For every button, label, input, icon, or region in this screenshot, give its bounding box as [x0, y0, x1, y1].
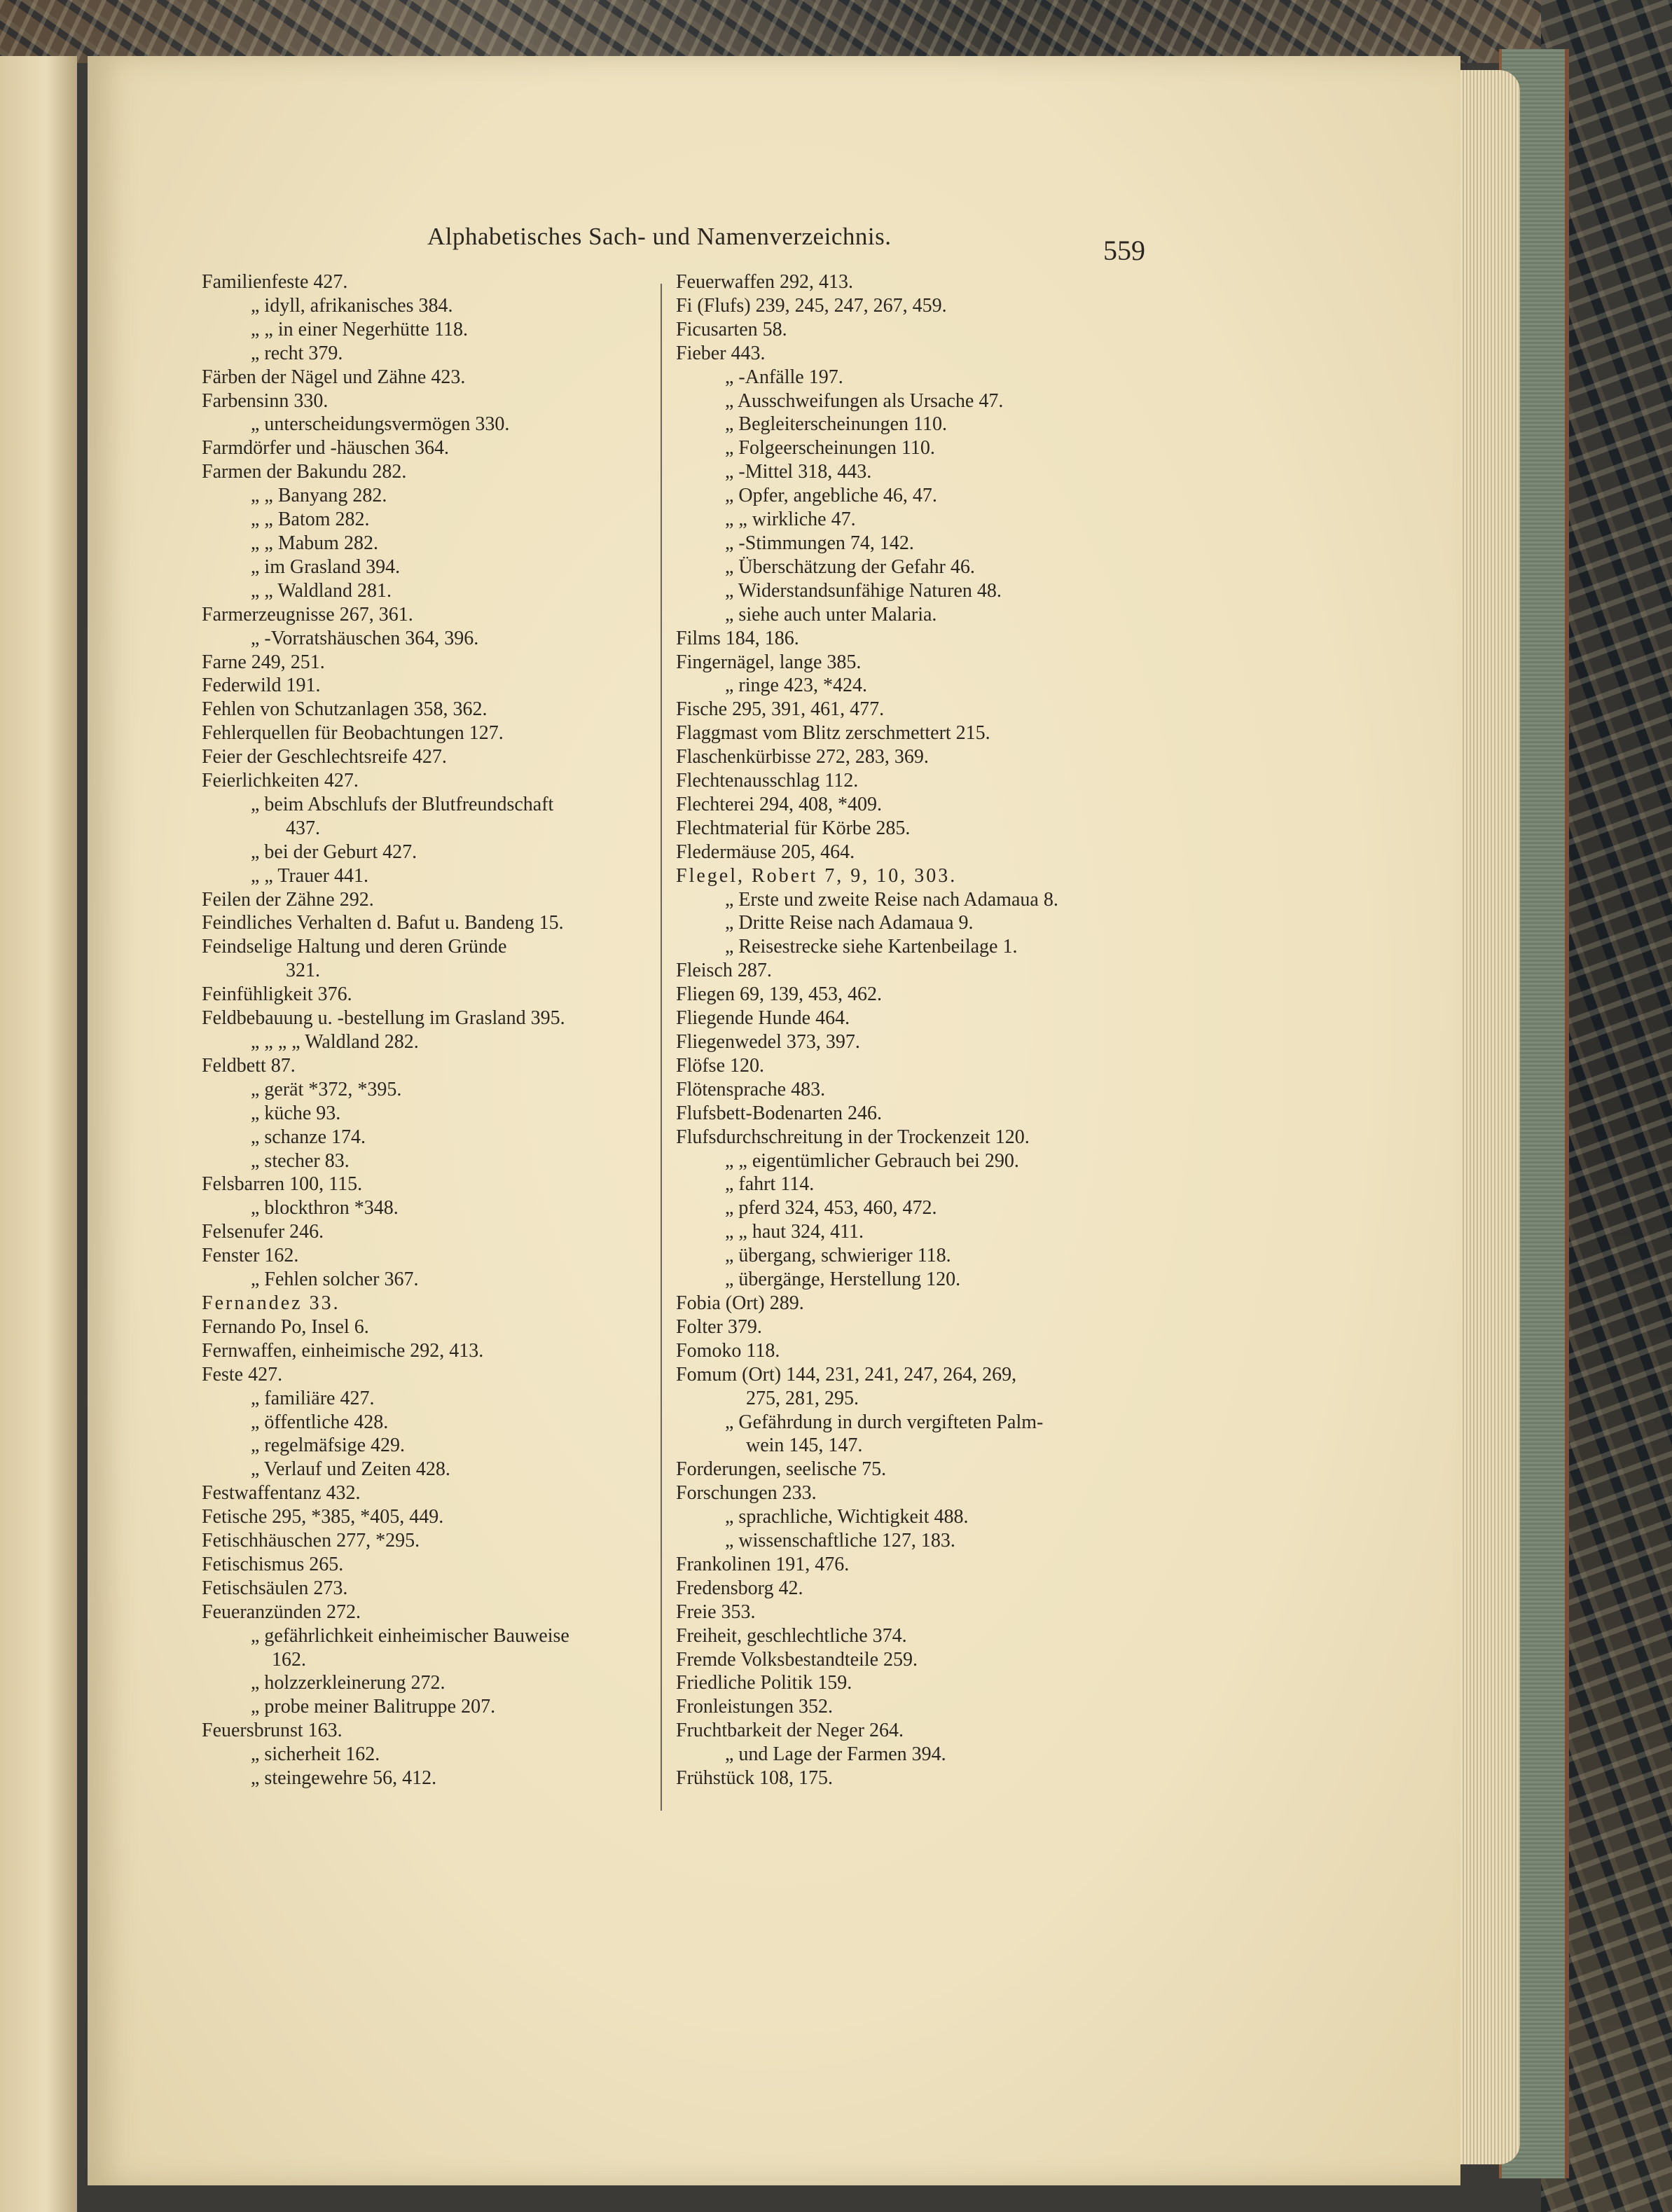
- index-entry: Fingernägel, lange 385.: [676, 651, 862, 673]
- index-entry: „ Gefährdung in durch vergifteten Palm-: [725, 1411, 1044, 1433]
- index-entry: „ „ Banyang 282.: [251, 485, 387, 507]
- index-entry: „ siehe auch unter Malaria.: [725, 603, 937, 625]
- index-entry: „ „ haut 324, 411.: [725, 1221, 864, 1243]
- index-entry: Fenster 162.: [202, 1245, 299, 1267]
- index-entry: 321.: [286, 960, 320, 982]
- index-entry: Flufsdurchschreitung in der Trockenzeit 120.: [676, 1126, 1030, 1148]
- index-entry: Felsbarren 100, 115.: [202, 1173, 363, 1196]
- index-entry: Fernando Po, Insel 6.: [202, 1315, 369, 1338]
- index-entry: „ pferd 324, 453, 460, 472.: [725, 1197, 937, 1219]
- index-entry: Fronleistungen 352.: [676, 1696, 833, 1718]
- index-entry: „ „ Waldland 281.: [251, 579, 392, 602]
- index-entry: Fredensborg 42.: [676, 1577, 803, 1599]
- index-entry: „ „ Batom 282.: [251, 509, 370, 531]
- index-entry: Frühstück 108, 175.: [676, 1767, 833, 1790]
- index-entry: Festwaffentanz 432.: [202, 1482, 361, 1505]
- index-entry: Ficusarten 58.: [676, 318, 787, 340]
- index-entry: „ stecher 83.: [251, 1149, 350, 1172]
- index-entry: Forderungen, seelische 75.: [676, 1458, 887, 1481]
- index-entry: „ „ „ „ Waldland 282.: [251, 1031, 419, 1053]
- index-entry: Fruchtbarkeit der Neger 264.: [676, 1720, 904, 1742]
- index-entry: „ steingewehre 56, 412.: [251, 1767, 437, 1790]
- index-entry: Feueranzünden 272.: [202, 1601, 361, 1623]
- index-entry: Flechterei 294, 408, *409.: [676, 793, 882, 815]
- index-entry: Freie 353.: [676, 1601, 756, 1623]
- index-entry: 162.: [272, 1648, 306, 1671]
- index-entry: Färben der Nägel und Zähne 423.: [202, 366, 466, 388]
- index-entry: „ holzzerkleinerung 272.: [251, 1672, 445, 1694]
- index-entry: Fetischsäulen 273.: [202, 1577, 348, 1599]
- index-entry: Fledermäuse 205, 464.: [676, 841, 855, 863]
- index-entry: wein 145, 147.: [746, 1435, 863, 1457]
- index-entry: „ wissenschaftliche 127, 183.: [725, 1530, 955, 1552]
- index-entry: „ Begleiterscheinungen 110.: [725, 413, 947, 436]
- index-entry: „ im Grasland 394.: [251, 555, 401, 578]
- index-entry: „ „ wirkliche 47.: [725, 509, 856, 531]
- index-column-right: [676, 270, 1152, 1790]
- index-entry: „ familiäre 427.: [251, 1387, 375, 1409]
- index-entry: 437.: [286, 817, 320, 839]
- index-entry: Fliegenwedel 373, 397.: [676, 1031, 860, 1053]
- index-entry: „ Erste und zweite Reise nach Adamaua 8.: [725, 888, 1058, 911]
- index-entry: Fleisch 287.: [676, 960, 772, 982]
- index-entry: Fi (Flufs) 239, 245, 247, 267, 459.: [676, 294, 947, 317]
- index-entry: Farmdörfer und -häuschen 364.: [202, 437, 450, 459]
- index-entry: Flegel, Robert 7, 9, 10, 303.: [676, 864, 958, 887]
- index-entry: Frankolinen 191, 476.: [676, 1553, 850, 1575]
- index-entry: Farbensinn 330.: [202, 389, 329, 412]
- index-entry: Fernwaffen, einheimische 292, 413.: [202, 1339, 484, 1362]
- index-entry: Fobia (Ort) 289.: [676, 1292, 804, 1314]
- index-entry: Farmerzeugnisse 267, 361.: [202, 603, 413, 625]
- index-entry: „ blockthron *348.: [251, 1197, 399, 1219]
- index-entry: Fomum (Ort) 144, 231, 241, 247, 264, 269,: [676, 1363, 1017, 1385]
- index-entry: „ -Anfälle 197.: [725, 366, 843, 388]
- marbled-cover-top: [0, 0, 1672, 63]
- index-entry: Farmen der Bakundu 282.: [202, 461, 407, 483]
- index-entry: Fetische 295, *385, *405, 449.: [202, 1506, 444, 1528]
- index-entry: Federwild 191.: [202, 675, 321, 697]
- index-entry: Fische 295, 391, 461, 477.: [676, 698, 885, 721]
- index-entry: „ „ Trauer 441.: [251, 864, 368, 887]
- index-entry: „ Fehlen solcher 367.: [251, 1269, 419, 1291]
- index-entry: „ Ausschweifungen als Ursache 47.: [725, 389, 1004, 412]
- index-entry: „ sprachliche, Wichtigkeit 488.: [725, 1506, 969, 1528]
- index-entry: Flötensprache 483.: [676, 1078, 826, 1100]
- index-entry: „ gerät *372, *395.: [251, 1078, 402, 1100]
- index-entry: Fehlerquellen für Beobachtungen 127.: [202, 722, 504, 745]
- index-entry: Felsenufer 246.: [202, 1221, 324, 1243]
- index-entry: „ „ Mabum 282.: [251, 532, 378, 554]
- index-entry: Films 184, 186.: [676, 627, 799, 649]
- index-entry: „ regelmäfsige 429.: [251, 1435, 406, 1457]
- index-entry: Feuerwaffen 292, 413.: [676, 271, 853, 293]
- index-entry: „ sicherheit 162.: [251, 1743, 380, 1766]
- index-entry: Fremde Volksbestandteile 259.: [676, 1648, 918, 1671]
- index-entry: Freiheit, geschlechtliche 374.: [676, 1624, 907, 1647]
- index-entry: Feinfühligkeit 376.: [202, 983, 352, 1006]
- index-entry: „ Überschätzung der Gefahr 46.: [725, 555, 975, 578]
- index-entry: Fehlen von Schutzanlagen 358, 362.: [202, 698, 488, 721]
- column-divider: [661, 284, 662, 1811]
- index-entry: „ küche 93.: [251, 1102, 341, 1124]
- index-entry: „ idyll, afrikanisches 384.: [251, 294, 453, 317]
- index-entry: Friedliche Politik 159.: [676, 1672, 852, 1694]
- index-entry: „ probe meiner Balitruppe 207.: [251, 1696, 496, 1718]
- index-entry: Feste 427.: [202, 1363, 283, 1385]
- index-entry: Folter 379.: [676, 1315, 762, 1338]
- facing-page-edge: [0, 56, 77, 2212]
- index-entry: Fieber 443.: [676, 342, 766, 364]
- index-entry: „ „ eigentümlicher Gebrauch bei 290.: [725, 1149, 1019, 1172]
- index-entry: Flufsbett-Bodenarten 246.: [676, 1102, 882, 1124]
- index-entry: Feilen der Zähne 292.: [202, 888, 374, 911]
- index-entry: „ „ in einer Negerhütte 118.: [251, 318, 468, 340]
- index-entry: Fernandez 33.: [202, 1292, 340, 1314]
- index-entry: Fetischismus 265.: [202, 1553, 344, 1575]
- index-entry: Flechtenausschlag 112.: [676, 770, 859, 792]
- index-entry: „ gefährlichkeit einheimischer Bauweise: [251, 1624, 569, 1647]
- index-entry: „ -Vorratshäuschen 364, 396.: [251, 627, 479, 649]
- index-entry: Flöfse 120.: [676, 1054, 764, 1077]
- index-entry: Fetischhäuschen 277, *295.: [202, 1530, 420, 1552]
- index-entry: „ Folgeerscheinungen 110.: [725, 437, 935, 459]
- index-column-left: [202, 270, 657, 1790]
- index-entry: Feldbett 87.: [202, 1054, 296, 1077]
- index-entry: „ fahrt 114.: [725, 1173, 815, 1196]
- index-entry: „ und Lage der Farmen 394.: [725, 1743, 946, 1766]
- index-entry: Farne 249, 251.: [202, 651, 325, 673]
- index-entry: Feierlichkeiten 427.: [202, 770, 359, 792]
- index-entry: „ bei der Geburt 427.: [251, 841, 417, 863]
- page-number: 559: [1103, 235, 1145, 266]
- index-entry: Feuersbrunst 163.: [202, 1720, 343, 1742]
- index-entry: „ beim Abschlufs der Blutfreundschaft: [251, 793, 554, 815]
- index-entry: „ Opfer, angebliche 46, 47.: [725, 485, 937, 507]
- index-entry: „ öffentliche 428.: [251, 1411, 389, 1433]
- index-entry: Familienfeste 427.: [202, 271, 348, 293]
- index-entry: Fomoko 118.: [676, 1339, 780, 1362]
- index-entry: Flechtmaterial für Körbe 285.: [676, 817, 911, 839]
- index-entry: „ -Mittel 318, 443.: [725, 461, 872, 483]
- running-header: Alphabetisches Sach- und Namenverzeichnis.: [427, 223, 892, 250]
- index-entry: 275, 281, 295.: [746, 1387, 859, 1409]
- index-entry: „ übergänge, Herstellung 120.: [725, 1269, 961, 1291]
- index-entry: „ schanze 174.: [251, 1126, 366, 1148]
- index-entry: „ übergang, schwieriger 118.: [725, 1245, 951, 1267]
- index-entry: „ Dritte Reise nach Adamaua 9.: [725, 912, 974, 934]
- index-entry: „ -Stimmungen 74, 142.: [725, 532, 914, 554]
- index-entry: Forschungen 233.: [676, 1482, 817, 1505]
- index-entry: „ recht 379.: [251, 342, 343, 364]
- index-entry: Fliegende Hunde 464.: [676, 1007, 850, 1030]
- index-entry: Feier der Geschlechtsreife 427.: [202, 746, 447, 768]
- index-entry: Fliegen 69, 139, 453, 462.: [676, 983, 882, 1006]
- index-entry: „ unterscheidungsvermögen 330.: [251, 413, 510, 436]
- index-entry: „ Widerstandsunfähige Naturen 48.: [725, 579, 1002, 602]
- index-entry: „ Reisestrecke siehe Kartenbeilage 1.: [725, 936, 1018, 958]
- index-entry: „ ringe 423, *424.: [725, 675, 867, 697]
- index-entry: Feindliches Verhalten d. Bafut u. Bandeng 15.: [202, 912, 564, 934]
- index-entry: Flaggmast vom Blitz zerschmettert 215.: [676, 722, 990, 745]
- index-entry: „ Verlauf und Zeiten 428.: [251, 1458, 450, 1481]
- index-entry: Feindselige Haltung und deren Gründe: [202, 936, 507, 958]
- index-entry: Flaschenkürbisse 272, 283, 369.: [676, 746, 929, 768]
- index-entry: Feldbebauung u. -bestellung im Grasland 395.: [202, 1007, 565, 1030]
